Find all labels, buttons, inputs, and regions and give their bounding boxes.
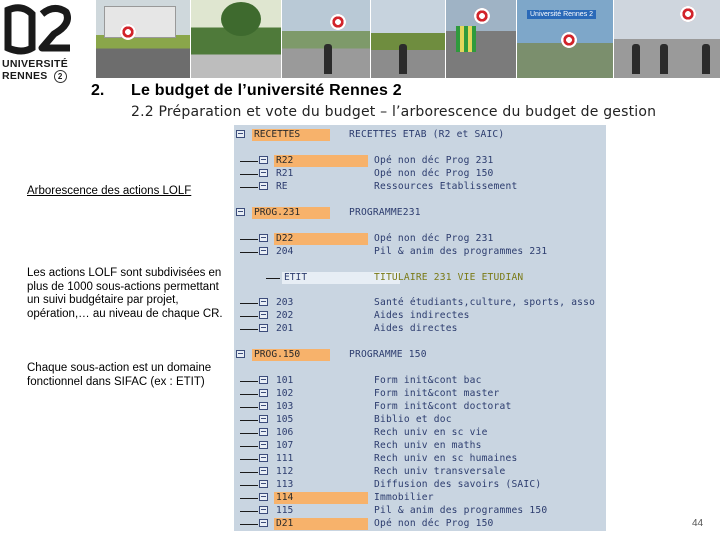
tree-connector <box>240 381 258 382</box>
tree-connector <box>240 459 258 460</box>
banner-photo-6 <box>517 0 613 78</box>
tree-row-description: Opé non déc Prog 231 <box>374 233 494 244</box>
expand-node-icon[interactable] <box>259 247 268 255</box>
tree-row-code: ETIT <box>284 272 308 283</box>
expand-node-icon[interactable] <box>259 376 268 384</box>
tree-row-code: RECETTES <box>252 129 330 141</box>
tree-row-description: Diffusion des savoirs (SAIC) <box>374 479 542 490</box>
tree-row[interactable] <box>234 297 606 309</box>
tree-row-code: 202 <box>276 310 294 321</box>
folder-icon <box>236 130 245 138</box>
logo-mark-icon <box>2 4 74 56</box>
section-number: 2. <box>91 82 105 99</box>
tree-connector <box>240 511 258 512</box>
tree-row[interactable] <box>234 414 606 426</box>
tree-row-description: Form init&cont doctorat <box>374 401 512 412</box>
tree-row-code: 113 <box>276 479 294 490</box>
tree-row-code: D21 <box>274 518 368 530</box>
person-figure-5 <box>702 44 710 74</box>
tree-row-description: Ressources Etablissement <box>374 181 518 192</box>
tree-connector <box>240 252 258 253</box>
tree-row-description: RECETTES ETAB (R2 et SAIC) <box>349 129 505 140</box>
tree-row[interactable] <box>234 453 606 465</box>
building-shape <box>104 6 176 38</box>
expand-node-icon[interactable] <box>259 415 268 423</box>
tree-row[interactable] <box>234 479 606 491</box>
tree-row-description: Opé non déc Prog 231 <box>374 155 494 166</box>
tree-row-code: R22 <box>274 155 368 167</box>
tree-connector <box>240 303 258 304</box>
tree-row-code: 102 <box>276 388 294 399</box>
page-subtitle: 2.2 Préparation et vote du budget – l’arborescence du budget de gestion <box>131 104 657 120</box>
note-subdivision: Les actions LOLF sont subdivisées en plus de 1000 sous-actions permettant un suivi budgétaire par projet, opération,… au niveau de chaque CR. <box>27 267 223 320</box>
tree-row[interactable] <box>234 440 606 452</box>
tree-row-code: 115 <box>276 505 294 516</box>
tree-row[interactable] <box>234 310 606 322</box>
target-sign-icon-4 <box>561 32 577 48</box>
tree-row[interactable] <box>234 323 606 335</box>
expand-node-icon[interactable] <box>259 454 268 462</box>
tree-row-code: 105 <box>276 414 294 425</box>
tree-row[interactable] <box>234 129 606 141</box>
budget-tree-screenshot <box>234 125 606 531</box>
tree-row-code: 101 <box>276 375 294 386</box>
target-sign-icon <box>120 24 136 40</box>
tree-row-code: PROG.150 <box>252 349 330 361</box>
tree-row[interactable] <box>234 375 606 387</box>
tree-row-description: Form init&cont master <box>374 388 500 399</box>
tree-connector <box>240 394 258 395</box>
tree-row-description: Biblio et doc <box>374 414 452 425</box>
person-figure-4 <box>660 44 668 74</box>
tree-row-description: Immobilier <box>374 492 434 503</box>
tree-row[interactable] <box>234 427 606 439</box>
tree-connector <box>240 433 258 434</box>
tree-row-description: Pil & anim des programmes 150 <box>374 505 548 516</box>
pixel-art-character <box>456 26 476 52</box>
tree-row[interactable] <box>234 207 606 219</box>
expand-node-icon[interactable] <box>259 389 268 397</box>
expand-node-icon[interactable] <box>259 324 268 332</box>
tree-connector <box>240 446 258 447</box>
tree-connector <box>240 498 258 499</box>
tree-connector <box>240 316 258 317</box>
page-title: Le budget de l’université Rennes 2 <box>131 82 402 99</box>
expand-node-icon[interactable] <box>259 402 268 410</box>
banner-photo-2 <box>191 0 281 78</box>
tree-shape <box>221 2 261 36</box>
tree-connector <box>240 239 258 240</box>
tree-row-description: Rech univ en sc vie <box>374 427 488 438</box>
tree-row[interactable] <box>234 401 606 413</box>
target-sign-icon-2 <box>330 14 346 30</box>
tree-row-description: PROGRAMME 150 <box>349 349 427 360</box>
tree-connector <box>240 524 258 525</box>
tree-row-code: 112 <box>276 466 294 477</box>
tree-row-code: 203 <box>276 297 294 308</box>
tree-row[interactable] <box>234 349 606 361</box>
logo-line-1: UNIVERSITÉ <box>2 58 69 70</box>
target-sign-icon-3 <box>474 8 490 24</box>
tree-row-code: 201 <box>276 323 294 334</box>
banner-photo-5 <box>446 0 516 78</box>
expand-node-icon[interactable] <box>259 298 268 306</box>
tree-row-description: Rech univ en sc humaines <box>374 453 518 464</box>
expand-node-icon[interactable] <box>259 467 268 475</box>
tree-row-description: Form init&cont bac <box>374 375 482 386</box>
tree-connector <box>240 420 258 421</box>
tree-row-code: 111 <box>276 453 294 464</box>
tree-row[interactable] <box>234 155 606 167</box>
logo-line-2-text: RENNES <box>2 70 48 82</box>
expand-node-icon[interactable] <box>259 493 268 501</box>
person-figure-3 <box>632 44 640 74</box>
expand-node-icon[interactable] <box>259 480 268 488</box>
logo-line-2 <box>2 70 67 83</box>
note-sifac: Chaque sous-action est un domaine fonctionnel dans SIFAC (ex : ETIT) <box>27 362 212 388</box>
expand-node-icon[interactable] <box>259 169 268 177</box>
expand-node-icon[interactable] <box>259 506 268 514</box>
tree-row[interactable] <box>234 492 606 504</box>
tree-row[interactable] <box>234 505 606 517</box>
expand-node-icon[interactable] <box>259 311 268 319</box>
tree-row-code: 106 <box>276 427 294 438</box>
tree-row-description: Opé non déc Prog 150 <box>374 518 494 529</box>
header-banner <box>0 0 720 82</box>
expand-node-icon[interactable] <box>259 234 268 242</box>
tree-row[interactable] <box>234 168 606 180</box>
tree-connector <box>240 485 258 486</box>
tree-row-code: R21 <box>276 168 294 179</box>
tree-row-description: TITULAIRE 231 VIE ETUDIAN <box>374 272 524 283</box>
tree-row-description: Aides indirectes <box>374 310 470 321</box>
tree-row-description: Aides directes <box>374 323 458 334</box>
expand-node-icon[interactable] <box>259 428 268 436</box>
tree-connector <box>240 161 258 162</box>
tree-row-code: 103 <box>276 401 294 412</box>
tree-row-code: PROG.231 <box>252 207 330 219</box>
tree-row-code: D22 <box>274 233 368 245</box>
page-number: 44 <box>692 518 704 529</box>
tree-row-description: Opé non déc Prog 150 <box>374 168 494 179</box>
tree-row[interactable] <box>234 388 606 400</box>
person-figure-2 <box>399 44 407 74</box>
logo-badge: 2 <box>54 70 67 83</box>
tree-connector <box>240 187 258 188</box>
tree-row-description: Santé étudiants,culture, sports, asso <box>374 297 596 308</box>
tree-connector <box>266 278 280 279</box>
banner-photo-1 <box>96 0 190 78</box>
tree-row-code: 204 <box>276 246 294 257</box>
tree-row-code: 107 <box>276 440 294 451</box>
tree-row-description: PROGRAMME231 <box>349 207 421 218</box>
university-logo <box>2 4 74 82</box>
folder-icon <box>236 208 245 216</box>
expand-node-icon[interactable] <box>259 182 268 190</box>
folder-icon <box>236 350 245 358</box>
expand-node-icon[interactable] <box>259 519 268 527</box>
tree-row[interactable] <box>234 246 606 258</box>
tree-row[interactable] <box>234 272 606 284</box>
campus-sign: Université Rennes 2 <box>527 10 596 19</box>
expand-node-icon[interactable] <box>259 441 268 449</box>
tree-row-code: 114 <box>274 492 368 504</box>
tree-row[interactable] <box>234 181 606 193</box>
note-lolf-tree: Arborescence des actions LOLF <box>27 185 192 197</box>
tree-row-description: Pil & anim des programmes 231 <box>374 246 548 257</box>
banner-photo-7 <box>614 0 720 78</box>
tree-connector <box>240 329 258 330</box>
banner-photo-4 <box>371 0 445 78</box>
target-sign-icon-5 <box>680 6 696 22</box>
tree-row-description: Rech univ transversale <box>374 466 506 477</box>
banner-photo-3 <box>282 0 370 78</box>
tree-row[interactable] <box>234 518 606 530</box>
expand-node-icon[interactable] <box>259 156 268 164</box>
tree-row[interactable] <box>234 233 606 245</box>
tree-row-description: Rech univ en maths <box>374 440 482 451</box>
tree-connector <box>240 407 258 408</box>
tree-row[interactable] <box>234 466 606 478</box>
tree-row-code: RE <box>276 181 288 192</box>
tree-connector <box>240 472 258 473</box>
tree-connector <box>240 174 258 175</box>
person-figure <box>324 44 332 74</box>
